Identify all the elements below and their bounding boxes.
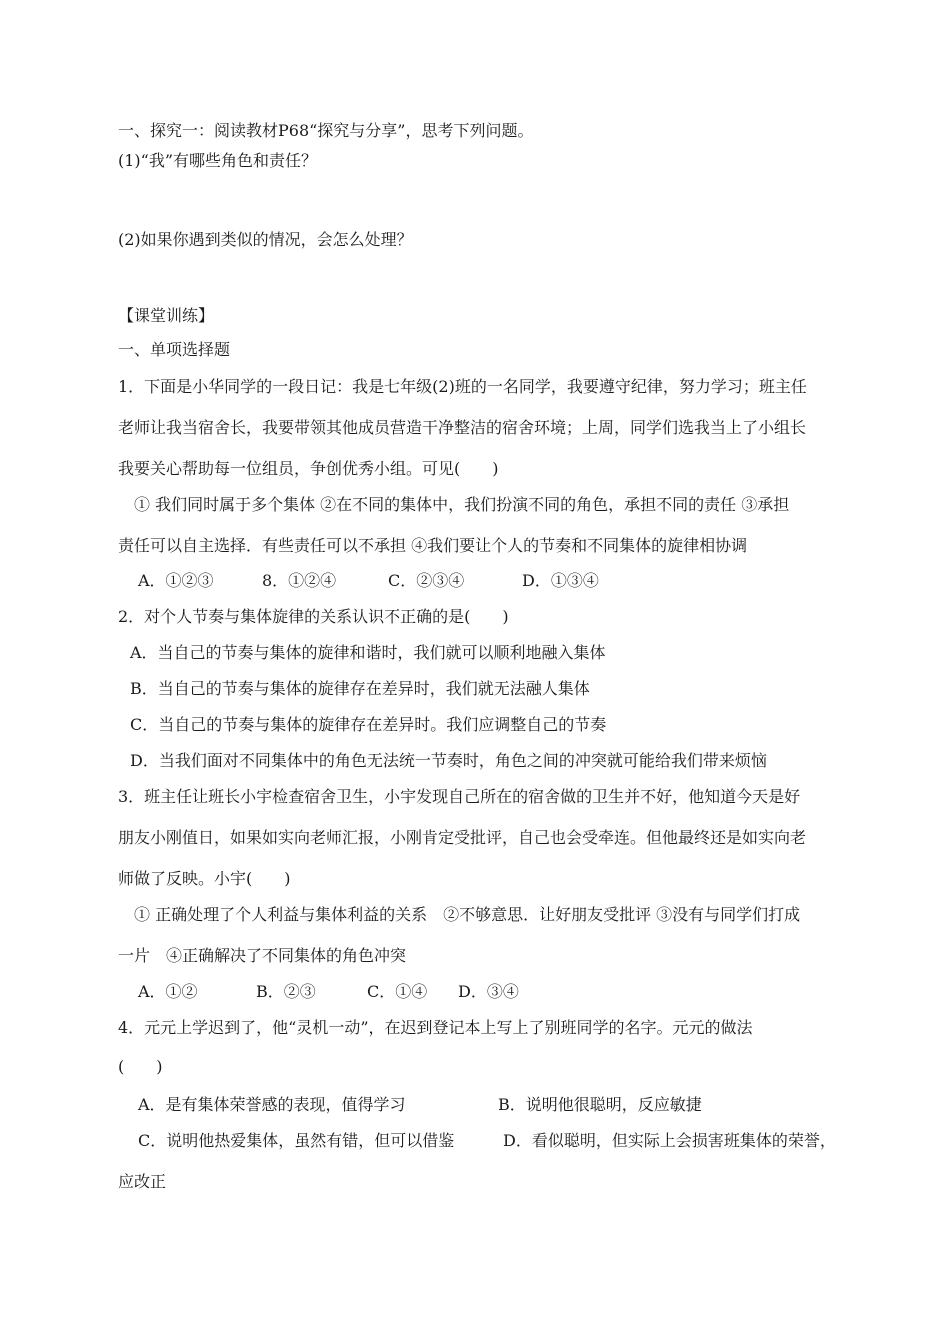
question-4-option-a: A．是有集体荣誉感的表现，值得学习 [138, 1095, 406, 1114]
question-4-line-2: ( ) [118, 1057, 163, 1076]
question-1-option-c: C．②③④ [388, 571, 465, 590]
question-4-line-1: 4．元元上学迟到了，他“灵机一动”，在迟到登记本上写上了别班同学的名字。元元的做法 [118, 1018, 753, 1037]
question-2-option-c: C．当自己的节奏与集体的旋律存在差异时。我们应调整自己的节奏 [130, 715, 607, 734]
question-4-option-b: B．说明他很聪明，反应敏捷 [498, 1095, 702, 1114]
question-4-option-d-cont: 应改正 [118, 1172, 167, 1191]
question-3-line-2: 朋友小刚值日，如果如实向老师汇报，小刚肯定受批评，自己也会受牵连。但他最终还是如实向老 [118, 828, 807, 847]
question-4-option-c: C．说明他热爱集体，虽然有错，但可以借鉴 [138, 1131, 455, 1150]
question-2-option-d: D．当我们面对不同集体中的角色无法统一节奏时，角色之间的冲突就可能给我们带来烦恼 [130, 751, 767, 770]
question-1-option-d: D．①③④ [522, 571, 599, 590]
question-3-line-3: 师做了反映。小宇( ) [118, 869, 291, 888]
inquiry-title: 一、探究一：阅读教材P68“探究与分享”，思考下列问题。 [118, 121, 534, 140]
training-header: 【课堂训练】 [118, 306, 215, 325]
question-4-option-d: D．看似聪明，但实际上会损害班集体的荣誉， [503, 1131, 836, 1150]
question-3-line-1: 3．班主任让班长小宇检查宿舍卫生，小宇发现自己所在的宿舍做的卫生并不好，他知道今天是好 [118, 787, 801, 806]
question-3-statement-2: 一片 ④正确解决了不同集体的角色冲突 [118, 946, 407, 965]
question-2-option-a: A．当自己的节奏与集体的旋律和谐时，我们就可以顺利地融入集体 [130, 643, 606, 662]
question-3-option-b: B．②③ [256, 982, 316, 1001]
question-3-option-d: D．③④ [458, 982, 519, 1001]
question-1-option-b: 8．①②④ [262, 571, 337, 590]
question-1-line-2: 老师让我当宿舍长，我要带领其他成员营造干净整洁的宿舍环境；上周，同学们选我当上了小组长 [118, 418, 807, 437]
question-1-line-1: 1．下面是小华同学的一段日记：我是七年级(2)班的一名同学，我要遵守纪律，努力学习；班主任 [118, 377, 807, 396]
section-title: 一、单项选择题 [118, 340, 231, 359]
question-1-statement-1: ① 我们同时属于多个集体 ②在不同的集体中，我们扮演不同的角色，承担不同的责任 ③承担 [134, 495, 790, 514]
question-3-option-a: A．①② [138, 982, 198, 1001]
question-1-statement-2: 责任可以自主选择．有些责任可以不承担 ④我们要让个人的节奏和不同集体的旋律相协调 [118, 536, 748, 555]
question-3-statement-1: ① 正确处理了个人利益与集体利益的关系 ②不够意思．让好朋友受批评 ③没有与同学们打成 [134, 905, 801, 924]
inquiry-question-1: (1)“我”有哪些角色和责任？ [118, 151, 318, 170]
question-2-line-1: 2．对个人节奏与集体旋律的关系认识不正确的是( ) [118, 607, 509, 626]
question-1-option-a: A．①②③ [138, 571, 214, 590]
question-2-option-b: B．当自己的节奏与集体的旋律存在差异时，我们就无法融人集体 [130, 679, 590, 698]
inquiry-question-2: (2)如果你遇到类似的情况，会怎么处理？ [118, 230, 413, 249]
question-1-line-3: 我要关心帮助每一位组员，争创优秀小组。可见( ) [118, 459, 499, 478]
question-3-option-c: C．①④ [367, 982, 428, 1001]
